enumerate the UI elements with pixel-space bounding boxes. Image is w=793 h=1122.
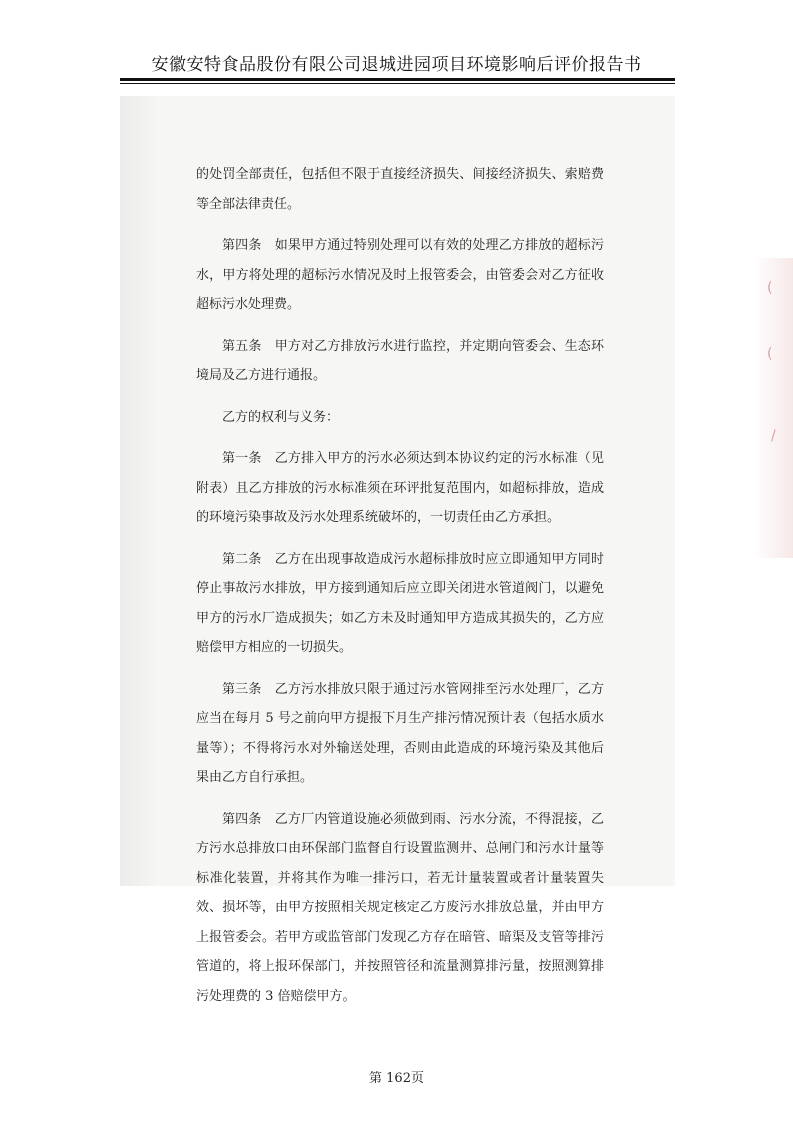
document-header-title: 安徽安特食品股份有限公司退城进园项目环境影响后评价报告书 [151,55,642,75]
paragraph-article: 第一条 乙方排入甲方的污水必须达到本协议约定的污水标准（见附表）且乙方排放的污水标准须在环评批复范围内，如超标排放，造成的环境污染事故及污水处理系统破坏的，一切责任由乙方承担。 [196,451,604,525]
paragraph-continuation: 的处罚全部责任，包括但不限于直接经济损失、间接经济损失、索赔费等全部法律责任。 [196,167,604,212]
paragraph-article: 第二条 乙方在出现事故造成污水超标排放时应立即通知甲方同时停止事故污水排放，甲方接到通知后应立即关闭进水管道阀门，以避免甲方的污水厂造成损失；如乙方未及时通知甲方造成其损失的，乙方应赔偿甲方相应的一切损失。 [196,551,604,655]
paragraph-article: 第四条 乙方厂内管道设施必须做到雨、污水分流，不得混接，乙方污水总排放口由环保部门监督自行设置监测井、总闸门和污水计量等标准化装置，并将其作为唯一排污口，若无计量装置或者计量装置失效、损坏等，由甲方按照相关规定核定乙方废污水排放总量，并由甲方上报管委会。若甲方或监管部门发现乙方存在暗管、暗渠及支管等排污管道的，将上报环保部门，并按照管径和流量测算排污量，按照测算排污处理费的 3 倍赔偿甲方。 [196,811,604,1004]
paragraph-article: 第三条 乙方污水排放只限于通过污水管网排至污水处理厂，乙方应当在每月 5 号之前向甲方提报下月生产排污情况预计表（包括水质水量等）；不得将污水对外输送处理，否则由此造成的环境污染及其他后果由乙方自行承担。 [196,681,604,785]
paragraph-article: 第四条 如果甲方通过特别处理可以有效的处理乙方排放的超标污水，甲方将处理的超标污水情况及时上报管委会，由管委会对乙方征收超标污水处理费。 [196,238,604,312]
seal-fragment: / [771,428,776,444]
seal-fragment: ( [767,346,773,362]
seal-stamp-edge [753,258,793,558]
header-divider-thin [120,83,675,84]
seal-fragment: ( [767,280,773,296]
page-number: 第 162页 [369,1071,424,1086]
header-divider-thick [120,78,675,81]
paragraph-article: 第五条 甲方对乙方排放污水进行监控，并定期向管委会、生态环境局及乙方进行通报。 [196,338,604,383]
scan-shadow [120,96,160,886]
section-heading: 乙方的权利与义务： [222,409,340,425]
document-body [196,160,604,1023]
